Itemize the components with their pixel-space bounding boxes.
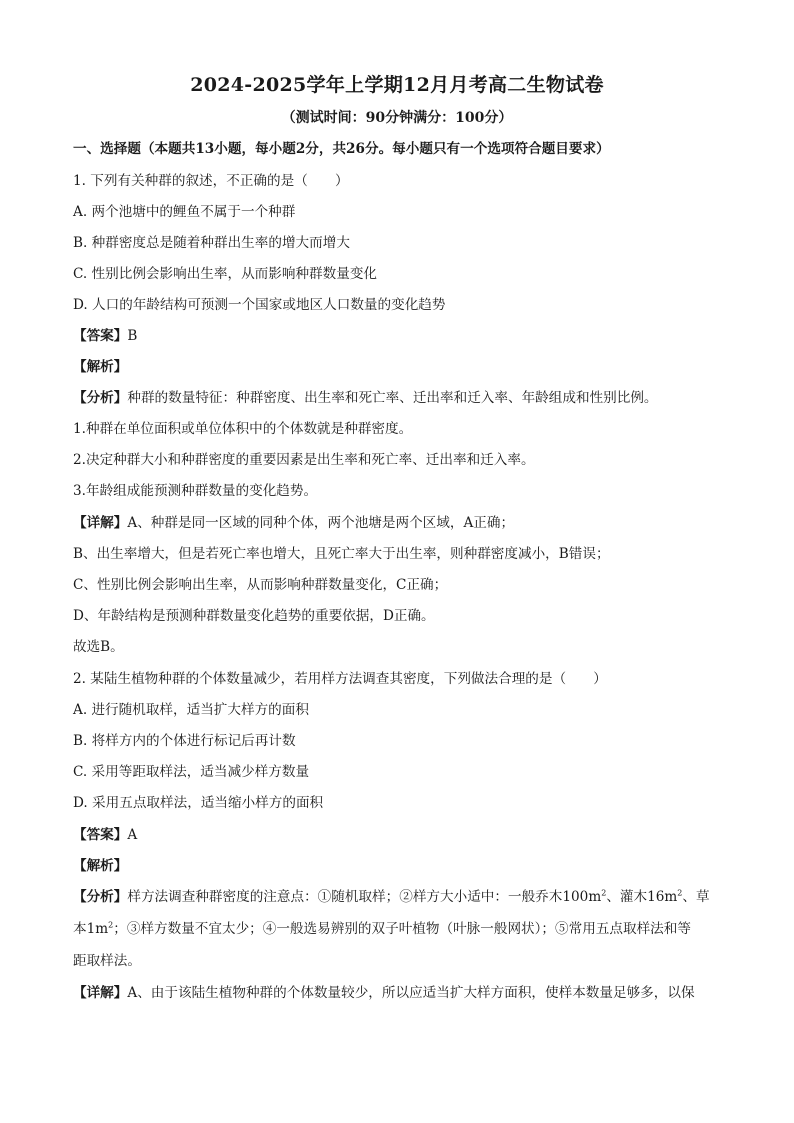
question-1-analysis-tag bbox=[73, 357, 733, 377]
question-1-fenxi bbox=[73, 388, 733, 408]
answer-tag: 【答案】 bbox=[73, 827, 128, 843]
fenxi-text: 种群的数量特征：种群密度、出生率和死亡率、迁出率和迁入率、年龄组成和性别比例。 bbox=[127, 390, 658, 406]
question-1-option-d: D. 人口的年龄结构可预测一个国家或地区人口数量的变化趋势 bbox=[73, 297, 446, 313]
answer-value: B bbox=[127, 328, 138, 344]
analysis-tag: 【解析】 bbox=[73, 858, 128, 874]
question-2-option-a: A. 进行随机取样，适当扩大样方的面积 bbox=[73, 702, 309, 718]
question-2-option-c: C. 采用等距取样法，适当减少样方数量 bbox=[73, 764, 310, 780]
question-1-conclusion: 故选B。 bbox=[73, 639, 124, 655]
question-1-detail bbox=[73, 513, 733, 533]
answer-value: A bbox=[127, 827, 138, 843]
detail-text: A、由于该陆生植物种群的个体数量较少，所以应适当扩大样方面积，使样本数量足够多，以保 bbox=[127, 985, 695, 1001]
question-1-detail-d: D、年龄结构是预测种群数量变化趋势的重要依据，D正确。 bbox=[73, 608, 435, 624]
question-2-option-d: D. 采用五点取样法，适当缩小样方的面积 bbox=[73, 795, 324, 811]
answer-tag: 【答案】 bbox=[73, 328, 128, 344]
question-1-point-2: 2.决定种群大小和种群密度的重要因素是出生率和死亡率、迁出率和迁入率。 bbox=[73, 452, 535, 468]
question-1-point-3: 3.年龄组成能预测种群数量的变化趋势。 bbox=[73, 483, 318, 499]
analysis-tag: 【解析】 bbox=[73, 359, 128, 375]
question-1-detail-c: C、性别比例会影响出生率，从而影响种群数量变化，C正确； bbox=[73, 577, 448, 593]
fenxi-tag: 【分析】 bbox=[73, 390, 128, 406]
fenxi-text-part-2: 、灌木16m bbox=[606, 889, 678, 905]
question-1-option-a: A. 两个池塘中的鲤鱼不属于一个种群 bbox=[73, 204, 296, 220]
question-1-point-1: 1.种群在单位面积或单位体积中的个体数就是种群密度。 bbox=[73, 421, 413, 437]
question-2-answer bbox=[73, 825, 733, 845]
fenxi-text-part-1: 样方法调查种群密度的注意点：①随机取样；②样方大小适中：一般乔木100m bbox=[127, 889, 602, 905]
fenxi-line-2-part-1: 本1m bbox=[73, 921, 109, 937]
detail-text: A、种群是同一区域的同种个体，两个池塘是两个区域，A正确； bbox=[127, 515, 515, 531]
question-2-analysis-tag bbox=[73, 856, 733, 876]
question-1-stem: 1. 下列有关种群的叙述，不正确的是（ ） bbox=[73, 173, 349, 189]
question-2-detail bbox=[73, 983, 733, 1003]
question-2-fenxi bbox=[73, 887, 733, 907]
question-2-fenxi-line-3: 距取样法。 bbox=[73, 953, 141, 969]
page-title: 2024-2025学年上学期12月月考高二生物试卷 bbox=[190, 74, 604, 96]
detail-tag: 【详解】 bbox=[73, 515, 128, 531]
question-1-option-b: B. 种群密度总是随着种群出生率的增大而增大 bbox=[73, 235, 350, 251]
question-1-option-c: C. 性别比例会影响出生率，从而影响种群数量变化 bbox=[73, 266, 378, 282]
question-2-option-b: B. 将样方内的个体进行标记后再计数 bbox=[73, 733, 296, 749]
question-2-fenxi-line-2 bbox=[73, 919, 733, 939]
fenxi-line-2-part-2: ；③样方数量不宜太少；④一般选易辨别的双子叶植物（叶脉一般网状）；⑤常用五点取样法和等 bbox=[113, 921, 691, 937]
superscript: 2 bbox=[601, 888, 607, 898]
detail-tag: 【详解】 bbox=[73, 985, 128, 1001]
fenxi-tag: 【分析】 bbox=[73, 889, 128, 905]
question-1-answer bbox=[73, 326, 733, 346]
page-subtitle: （测试时间：90分钟满分：100分） bbox=[281, 110, 513, 126]
superscript: 2 bbox=[108, 920, 114, 930]
question-2-stem: 2. 某陆生植物种群的个体数量减少，若用样方法调查其密度，下列做法合理的是（ ） bbox=[73, 671, 607, 687]
question-1-detail-b: B、出生率增大，但是若死亡率也增大，且死亡率大于出生率，则种群密度减小，B错误； bbox=[73, 546, 610, 562]
section-heading: 一、选择题（本题共13小题，每小题2分，共26分。每小题只有一个选项符合题目要求） bbox=[73, 141, 610, 157]
fenxi-text-part-3: 、草 bbox=[682, 889, 710, 905]
superscript: 2 bbox=[677, 888, 683, 898]
